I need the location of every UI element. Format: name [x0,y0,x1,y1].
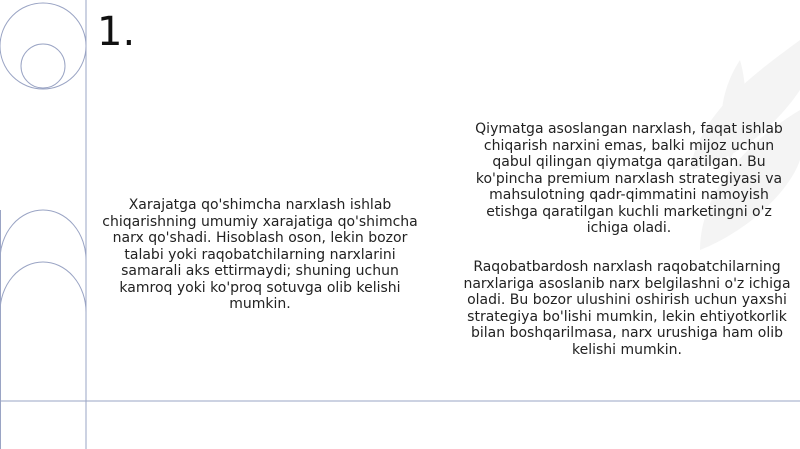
slide-number: 1. [97,9,136,55]
top-small-circle [21,44,65,88]
middle-arc [0,210,86,260]
top-large-circle [0,3,86,89]
competitive-pricing-text: Raqobatbardosh narxlash raqobatchilarning narxlariga asoslanib narx belgilashni o'z ichiga oladi. Bu bozor ulushini oshirish uchun yaxshi strategiya bo'lishi mumkin, lekin ehtiyotkorlik bilan boshqarilmasa, narx urushiga ham olib kelishi mumkin. [463,259,791,358]
lower-arc [0,262,86,312]
value-based-pricing-text: Qiymatga asoslangan narxlash, faqat ishlab chiqarish narxini emas, balki mijoz uchun qabul qilingan qiymatga qaratilgan. Bu ko'pincha premium narxlash strategiyasi va mahsulotning qadr-qimmatini namoyish etishga qaratilgan kuchli marketingni o'z ichiga oladi. [475,121,783,236]
cost-plus-pricing-text: Xarajatga qo'shimcha narxlash ishlab chiqarishning umumiy xarajatiga qo'shimcha narx qo'shadi. Hisoblash oson, lekin bozor talabi yoki raqobatchilarning narxlarini samarali aks ettirmaydi; shuning uchun kamroq yoki ko'proq sotuvga olib kelishi mumkin. [102,197,418,312]
